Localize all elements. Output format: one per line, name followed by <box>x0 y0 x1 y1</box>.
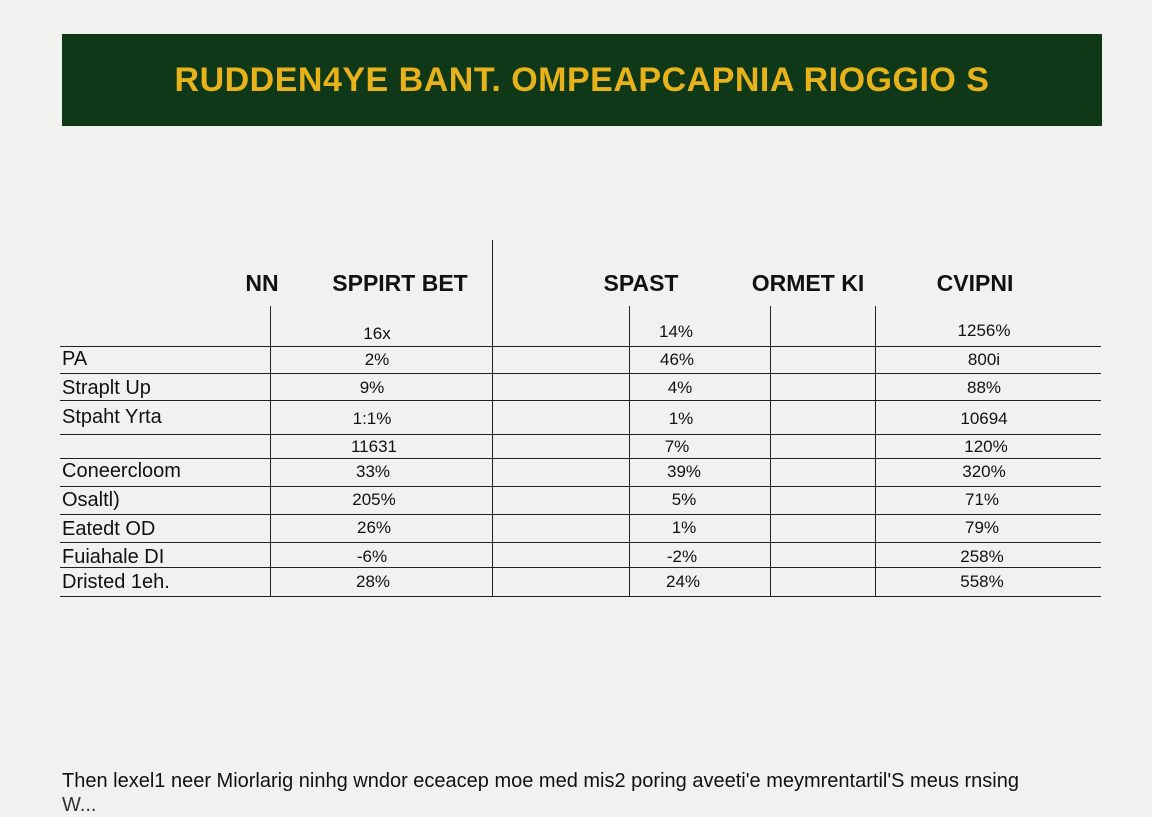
row-divider <box>60 542 1101 543</box>
row-label: Eatedt OD <box>62 518 156 540</box>
column-divider <box>629 306 630 596</box>
table-cell: 1% <box>668 409 694 428</box>
table-cell: 26% <box>356 518 392 537</box>
row-divider <box>60 567 1101 568</box>
table-cell: 9% <box>359 378 385 397</box>
table-cell: 4% <box>667 378 693 397</box>
table-cell: 558% <box>960 572 1004 591</box>
table-cell: -6% <box>356 547 388 566</box>
row-label: Dristed 1eh. <box>62 571 170 593</box>
header-col-0: NN <box>245 270 279 296</box>
row-label: PA <box>62 348 88 370</box>
table-cell: 14% <box>658 322 694 341</box>
row-divider <box>60 373 1101 374</box>
table-cell: 16x <box>363 324 391 343</box>
footer-text-line2: W... <box>62 794 97 816</box>
row-divider <box>60 400 1101 401</box>
table-cell: 1% <box>671 518 697 537</box>
column-divider <box>770 306 771 596</box>
table-cell: 5% <box>671 490 697 509</box>
table-cell: 46% <box>659 350 695 369</box>
row-label: Stpaht Yrta <box>62 406 162 428</box>
row-divider <box>60 486 1101 487</box>
header-col-3: ORMET KI <box>751 270 865 296</box>
table-cell: 1:1% <box>352 409 392 428</box>
table-cell: 800i <box>967 350 1001 369</box>
row-label: Coneercloom <box>62 460 181 482</box>
table-cell: 1256% <box>957 321 1011 340</box>
header-col-1: SPPIRT BET <box>332 270 468 296</box>
column-divider <box>270 306 271 596</box>
table-cell: 205% <box>352 490 396 509</box>
row-divider <box>60 458 1101 459</box>
table-cell: 7% <box>664 437 690 456</box>
table-cell: 28% <box>355 572 391 591</box>
table-cell: 71% <box>964 490 1000 509</box>
table-cell: 10694 <box>960 409 1008 428</box>
footer-text: Then lexel1 neer Miorlarig ninhg wndor eceacep moe med mis2 poring aveeti'e meymrentartil'S meus rnsing <box>62 770 1019 792</box>
table-cell: 88% <box>966 378 1002 397</box>
row-divider <box>60 346 1101 347</box>
banner-title: RUDDEN4YE BANT. OMPEAPCAPNIA RIOGGIO S <box>174 60 990 99</box>
table-cell: 79% <box>964 518 1000 537</box>
table-cell: 320% <box>962 462 1006 481</box>
row-label: Fuiahale DI <box>62 546 165 568</box>
row-divider <box>60 596 1101 597</box>
table-cell: 33% <box>355 462 391 481</box>
row-divider <box>60 434 1101 435</box>
table-cell: 258% <box>960 547 1004 566</box>
table-cell: 2% <box>364 350 390 369</box>
header-col-4: CVIPNI <box>936 270 1014 296</box>
row-label: Straplt Up <box>62 377 151 399</box>
table-cell: -2% <box>666 547 698 566</box>
table-cell: 120% <box>964 437 1008 456</box>
column-divider <box>875 306 876 596</box>
header-col-2: SPAST <box>603 270 679 296</box>
table-cell: 11631 <box>350 437 398 456</box>
table-cell: 39% <box>666 462 702 481</box>
row-label: Osaltl) <box>62 489 120 511</box>
table-cell: 24% <box>665 572 701 591</box>
row-divider <box>60 514 1101 515</box>
